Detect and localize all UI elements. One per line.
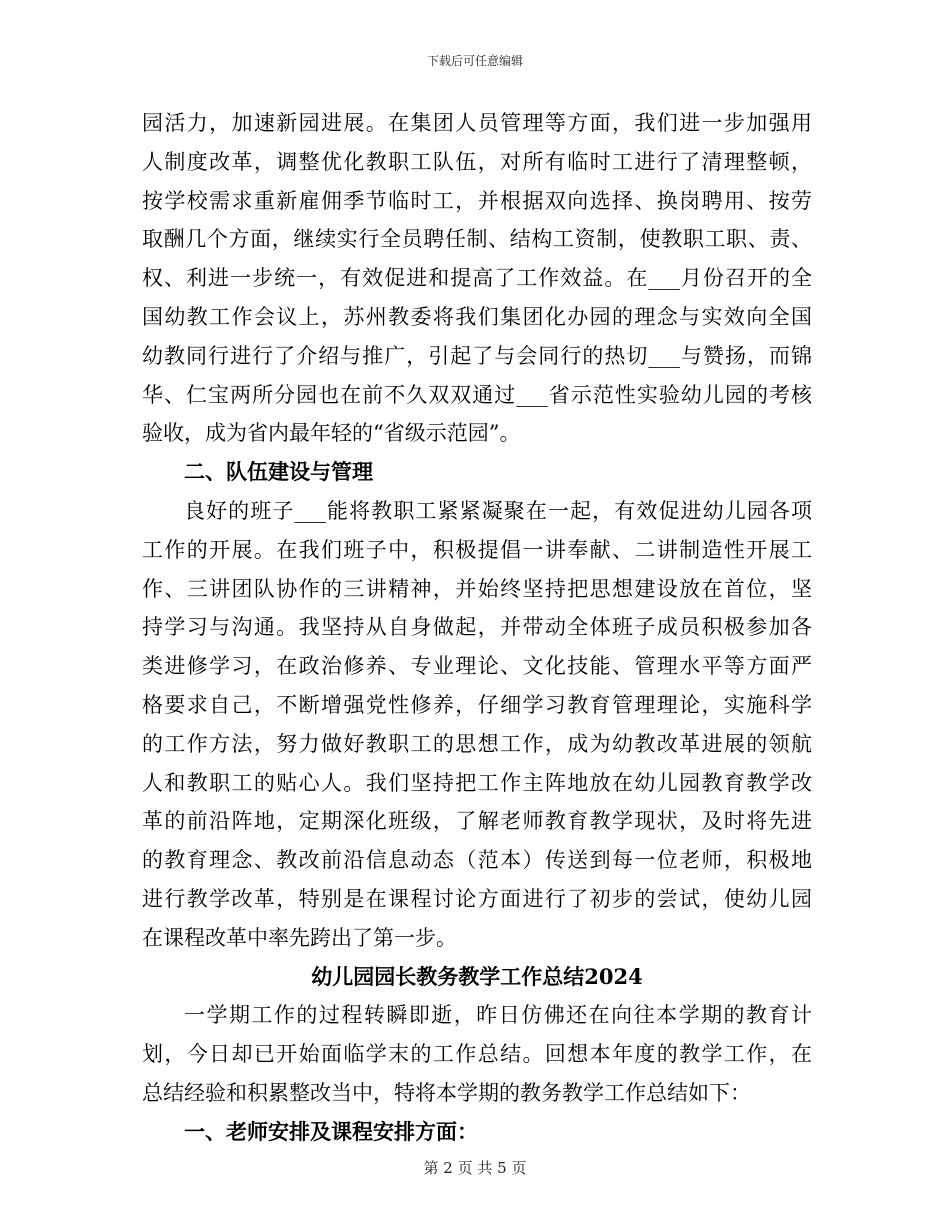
section-heading-team: 二、队伍建设与管理 (184, 459, 373, 485)
text-line: 验收，成为省内最年轻的“省级示范园”。 (142, 421, 521, 446)
text-line: 权、利进一步统一，有效促进和提高了工作效益。在___月份召开的全 (142, 266, 812, 291)
paragraph-collectivization (142, 104, 812, 453)
text-line: 园活力，加速新园进展。在集团人员管理等方面，我们进一步加强用 (142, 111, 812, 135)
text-line: 划，今日却已开始面临学末的工作总结。回想本年度的教学工作，在 (142, 1042, 812, 1067)
text-line: 革的前沿阵地，定期深化班级，了解老师教育教学现状，及时将先进 (142, 809, 812, 834)
document-body (142, 104, 812, 1152)
section-heading-teacher: 一、老师安排及课程安排方面： (184, 1118, 478, 1144)
page-header: 下载后可任意编辑 (426, 54, 523, 68)
page-footer: 第 2 页 共 5 页 (423, 1159, 527, 1177)
text-line: 取酬几个方面，继续实行全员聘任制、结构工资制，使教职工职、责、 (142, 227, 812, 252)
text-line: 国幼教工作会议上，苏州教委将我们集团化办园的理念与实效向全国 (142, 304, 812, 329)
text-line: 的工作方法，努力做好教职工的思想工作，成为幼教改革进展的领航 (142, 731, 812, 756)
text-line: 华、仁宝两所分园也在前不久双双通过___省示范性实验幼儿园的考核 (142, 382, 812, 407)
text-line: 进行教学改革，特别是在课程讨论方面进行了初步的尝试，使幼儿园 (142, 886, 812, 911)
paragraph-team-building (142, 492, 812, 958)
text-line: 按学校需求重新雇佣季节临时工，并根据双向选择、换岗聘用、按劳 (142, 188, 812, 213)
text-line: 作、三讲团队协作的三讲精神，并始终坚持把思想建设放在首位，坚 (142, 576, 812, 601)
text-line: 幼教同行进行了介绍与推广，引起了与会同行的热切___与赞扬，而锦 (142, 343, 812, 368)
text-line: 人制度改革，调整优化教职工队伍，对所有临时工进行了清理整顿， (142, 149, 812, 174)
text-line: 总结经验和积累整改当中，特将本学期的教务教学工作总结如下： (142, 1080, 751, 1105)
text-line: 持学习与沟通。我坚持从自身做起，并带动全体班子成员积极参加各 (142, 615, 812, 640)
text-line: 在课程改革中率先跨出了第一步。 (142, 925, 457, 950)
text-line: 格要求自己，不断增强党性修养，仔细学习教育管理理论，实施科学 (142, 692, 812, 717)
document-title: 幼儿园园长教务教学工作总结2024 (311, 963, 643, 989)
paragraph-intro (142, 996, 812, 1112)
text-line: 一学期工作的过程转瞬即逝，昨日仿佛还在向往本学期的教育计 (184, 1003, 812, 1028)
text-line: 工作的开展。在我们班子中，积极提倡一讲奉献、二讲制造性开展工 (142, 537, 812, 562)
text-line: 的教育理念、教改前沿信息动态（范本）传送到每一位老师，积极地 (142, 848, 812, 873)
text-line: 人和教职工的贴心人。我们坚持把工作主阵地放在幼儿园教育教学改 (142, 770, 812, 795)
text-line: 良好的班子___能将教职工紧紧凝聚在一起，有效促进幼儿园各项 (184, 498, 812, 523)
text-line: 类进修学习，在政治修养、专业理论、文化技能、管理水平等方面严 (142, 654, 812, 679)
